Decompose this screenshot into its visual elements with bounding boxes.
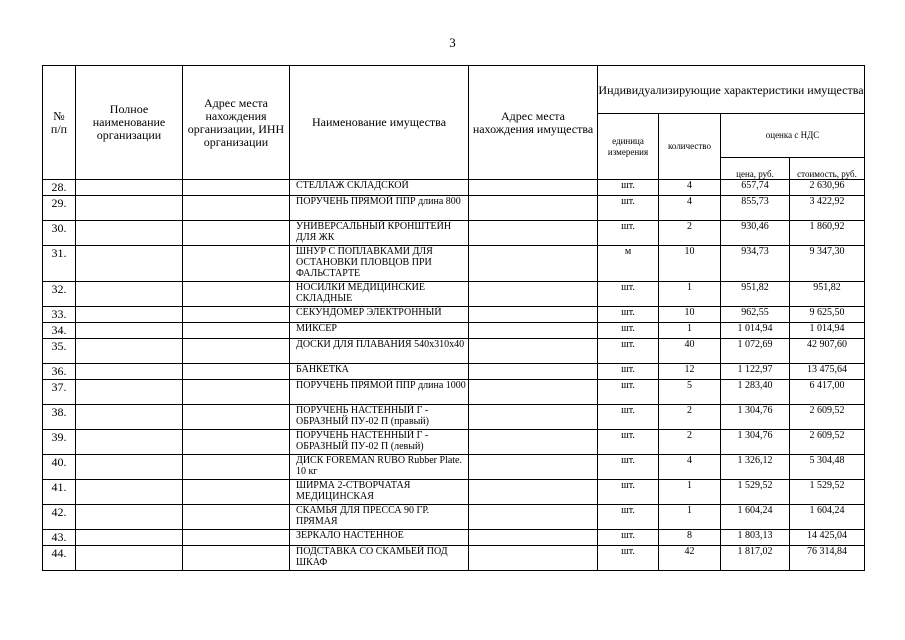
quantity-value: 4 xyxy=(659,455,721,480)
table-row xyxy=(43,221,865,246)
price-value: 1 817,02 xyxy=(721,546,790,571)
table-row xyxy=(43,282,865,307)
item-name: ПОРУЧЕНЬ НАСТЕННЫЙ Г - ОБРАЗНЫЙ ПУ-02 П (правый) xyxy=(290,405,469,430)
cost-value: 9 347,30 xyxy=(790,246,865,282)
quantity-value: 40 xyxy=(659,339,721,364)
unit-value: шт. xyxy=(598,455,659,480)
table-row xyxy=(43,180,865,196)
item-address-cell xyxy=(469,339,598,364)
org-address-cell xyxy=(183,455,290,480)
price-value: 930,46 xyxy=(721,221,790,246)
price-value: 1 072,69 xyxy=(721,339,790,364)
cost-value: 6 417,00 xyxy=(790,380,865,405)
cost-value: 951,82 xyxy=(790,282,865,307)
header-num: № п/п xyxy=(43,66,76,180)
quantity-value: 2 xyxy=(659,221,721,246)
unit-value: шт. xyxy=(598,221,659,246)
item-name: НОСИЛКИ МЕДИЦИНСКИЕ СКЛАДНЫЕ xyxy=(290,282,469,307)
cost-value: 2 609,52 xyxy=(790,405,865,430)
header-characteristics: Индивидуализирующие характеристики имущества xyxy=(598,66,865,114)
header-cost: стоимость, руб. xyxy=(790,158,865,180)
cost-value: 3 422,92 xyxy=(790,196,865,221)
price-value: 1 529,52 xyxy=(721,480,790,505)
item-address-cell xyxy=(469,323,598,339)
org-name-cell xyxy=(76,430,183,455)
org-name-cell xyxy=(76,530,183,546)
org-name-cell xyxy=(76,505,183,530)
org-name-cell xyxy=(76,221,183,246)
item-name: СКАМЬЯ ДЛЯ ПРЕССА 90 ГР. ПРЯМАЯ xyxy=(290,505,469,530)
quantity-value: 1 xyxy=(659,323,721,339)
row-number: 36. xyxy=(43,364,76,380)
price-value: 1 803,13 xyxy=(721,530,790,546)
cost-value: 1 604,24 xyxy=(790,505,865,530)
org-name-cell xyxy=(76,405,183,430)
org-name-cell xyxy=(76,364,183,380)
item-address-cell xyxy=(469,246,598,282)
org-address-cell xyxy=(183,246,290,282)
price-value: 1 604,24 xyxy=(721,505,790,530)
price-value: 951,82 xyxy=(721,282,790,307)
header-valuation: оценка с НДС xyxy=(721,114,865,158)
org-name-cell xyxy=(76,196,183,221)
table-row xyxy=(43,405,865,430)
row-number: 43. xyxy=(43,530,76,546)
price-value: 1 283,40 xyxy=(721,380,790,405)
org-address-cell xyxy=(183,339,290,364)
item-address-cell xyxy=(469,405,598,430)
item-name: БАНКЕТКА xyxy=(290,364,469,380)
org-address-cell xyxy=(183,221,290,246)
cost-value: 1 860,92 xyxy=(790,221,865,246)
org-address-cell xyxy=(183,430,290,455)
table-body xyxy=(43,180,865,571)
row-number: 42. xyxy=(43,505,76,530)
unit-value: шт. xyxy=(598,530,659,546)
org-address-cell xyxy=(183,480,290,505)
header-unit: единица измерения xyxy=(598,114,659,180)
org-name-cell xyxy=(76,307,183,323)
header-item-address: Адрес места нахождения имущества xyxy=(469,66,598,180)
header-quantity: количество xyxy=(659,114,721,180)
header-org-address: Адрес места нахождения организации, ИНН организации xyxy=(183,66,290,180)
table-row xyxy=(43,307,865,323)
table-row xyxy=(43,455,865,480)
quantity-value: 1 xyxy=(659,282,721,307)
unit-value: шт. xyxy=(598,405,659,430)
unit-value: шт. xyxy=(598,380,659,405)
price-value: 657,74 xyxy=(721,180,790,196)
cost-value: 13 475,64 xyxy=(790,364,865,380)
item-address-cell xyxy=(469,380,598,405)
table-row xyxy=(43,196,865,221)
item-address-cell xyxy=(469,546,598,571)
unit-value: шт. xyxy=(598,196,659,221)
org-name-cell xyxy=(76,339,183,364)
item-name: ПОДСТАВКА СО СКАМЬЕЙ ПОД ШКАФ xyxy=(290,546,469,571)
quantity-value: 42 xyxy=(659,546,721,571)
cost-value: 1 529,52 xyxy=(790,480,865,505)
row-number: 28. xyxy=(43,180,76,196)
price-value: 962,55 xyxy=(721,307,790,323)
org-address-cell xyxy=(183,364,290,380)
cost-value: 14 425,04 xyxy=(790,530,865,546)
table-row xyxy=(43,246,865,282)
row-number: 32. xyxy=(43,282,76,307)
quantity-value: 10 xyxy=(659,246,721,282)
cost-value: 5 304,48 xyxy=(790,455,865,480)
unit-value: шт. xyxy=(598,307,659,323)
price-value: 855,73 xyxy=(721,196,790,221)
item-address-cell xyxy=(469,364,598,380)
item-address-cell xyxy=(469,530,598,546)
item-address-cell xyxy=(469,455,598,480)
quantity-value: 5 xyxy=(659,380,721,405)
row-number: 31. xyxy=(43,246,76,282)
cost-value: 76 314,84 xyxy=(790,546,865,571)
item-address-cell xyxy=(469,282,598,307)
cost-value: 2 609,52 xyxy=(790,430,865,455)
row-number: 38. xyxy=(43,405,76,430)
quantity-value: 2 xyxy=(659,430,721,455)
page-number: 3 xyxy=(449,35,456,50)
row-number: 44. xyxy=(43,546,76,571)
item-name: ДИСК FOREMAN RUBO Rubber Plate. 10 кг xyxy=(290,455,469,480)
item-address-cell xyxy=(469,180,598,196)
unit-value: шт. xyxy=(598,282,659,307)
table-row xyxy=(43,480,865,505)
quantity-value: 8 xyxy=(659,530,721,546)
row-number: 37. xyxy=(43,380,76,405)
org-name-cell xyxy=(76,455,183,480)
table-row xyxy=(43,546,865,571)
org-address-cell xyxy=(183,380,290,405)
org-address-cell xyxy=(183,323,290,339)
price-value: 1 304,76 xyxy=(721,405,790,430)
org-name-cell xyxy=(76,282,183,307)
property-table xyxy=(42,65,865,571)
cost-value: 1 014,94 xyxy=(790,323,865,339)
quantity-value: 4 xyxy=(659,196,721,221)
org-address-cell xyxy=(183,546,290,571)
item-address-cell xyxy=(469,307,598,323)
org-address-cell xyxy=(183,405,290,430)
quantity-value: 12 xyxy=(659,364,721,380)
org-address-cell xyxy=(183,196,290,221)
item-name: СТЕЛЛАЖ СКЛАДСКОЙ xyxy=(290,180,469,196)
price-value: 1 014,94 xyxy=(721,323,790,339)
unit-value: шт. xyxy=(598,430,659,455)
table-row xyxy=(43,530,865,546)
cost-value: 2 630,96 xyxy=(790,180,865,196)
unit-value: шт. xyxy=(598,180,659,196)
quantity-value: 1 xyxy=(659,480,721,505)
item-address-cell xyxy=(469,221,598,246)
unit-value: шт. xyxy=(598,364,659,380)
org-address-cell xyxy=(183,530,290,546)
price-value: 1 122,97 xyxy=(721,364,790,380)
item-name: ШНУР С ПОПЛАВКАМИ ДЛЯ ОСТАНОВКИ ПЛОВЦОВ ПРИ ФАЛЬСТАРТЕ xyxy=(290,246,469,282)
item-name: ЗЕРКАЛО НАСТЕННОЕ xyxy=(290,530,469,546)
item-address-cell xyxy=(469,430,598,455)
cost-value: 9 625,50 xyxy=(790,307,865,323)
table-row xyxy=(43,364,865,380)
row-number: 29. xyxy=(43,196,76,221)
table-row xyxy=(43,380,865,405)
cost-value: 42 907,60 xyxy=(790,339,865,364)
row-number: 35. xyxy=(43,339,76,364)
unit-value: шт. xyxy=(598,339,659,364)
org-address-cell xyxy=(183,282,290,307)
row-number: 34. xyxy=(43,323,76,339)
unit-value: шт. xyxy=(598,323,659,339)
unit-value: шт. xyxy=(598,480,659,505)
unit-value: шт. xyxy=(598,546,659,571)
item-name: ПОРУЧЕНЬ ПРЯМОЙ ППР длина 1000 xyxy=(290,380,469,405)
item-address-cell xyxy=(469,196,598,221)
item-name: МИКСЕР xyxy=(290,323,469,339)
item-name: СЕКУНДОМЕР ЭЛЕКТРОННЫЙ xyxy=(290,307,469,323)
unit-value: м xyxy=(598,246,659,282)
item-address-cell xyxy=(469,480,598,505)
item-address-cell xyxy=(469,505,598,530)
row-number: 30. xyxy=(43,221,76,246)
item-name: ШИРМА 2-СТВОРЧАТАЯ МЕДИЦИНСКАЯ xyxy=(290,480,469,505)
item-name: ПОРУЧЕНЬ НАСТЕННЫЙ Г - ОБРАЗНЫЙ ПУ-02 П (левый) xyxy=(290,430,469,455)
quantity-value: 10 xyxy=(659,307,721,323)
item-name: УНИВЕРСАЛЬНЫЙ КРОНШТЕЙН ДЛЯ ЖК xyxy=(290,221,469,246)
price-value: 1 304,76 xyxy=(721,430,790,455)
quantity-value: 2 xyxy=(659,405,721,430)
org-name-cell xyxy=(76,546,183,571)
table-row xyxy=(43,323,865,339)
table-row xyxy=(43,505,865,530)
item-name: ДОСКИ ДЛЯ ПЛАВАНИЯ 540х310х40 xyxy=(290,339,469,364)
org-address-cell xyxy=(183,307,290,323)
org-name-cell xyxy=(76,480,183,505)
header-price: цена, руб. xyxy=(721,158,790,180)
quantity-value: 4 xyxy=(659,180,721,196)
row-number: 41. xyxy=(43,480,76,505)
price-value: 934,73 xyxy=(721,246,790,282)
price-value: 1 326,12 xyxy=(721,455,790,480)
org-name-cell xyxy=(76,323,183,339)
item-name: ПОРУЧЕНЬ ПРЯМОЙ ППР длина 800 xyxy=(290,196,469,221)
org-name-cell xyxy=(76,180,183,196)
table-row xyxy=(43,430,865,455)
table-row xyxy=(43,339,865,364)
row-number: 40. xyxy=(43,455,76,480)
row-number: 39. xyxy=(43,430,76,455)
header-org-name: Полное наименование организации xyxy=(76,66,183,180)
quantity-value: 1 xyxy=(659,505,721,530)
org-address-cell xyxy=(183,180,290,196)
row-number: 33. xyxy=(43,307,76,323)
org-name-cell xyxy=(76,246,183,282)
org-address-cell xyxy=(183,505,290,530)
org-name-cell xyxy=(76,380,183,405)
unit-value: шт. xyxy=(598,505,659,530)
header-item-name: Наименование имущества xyxy=(290,66,469,180)
